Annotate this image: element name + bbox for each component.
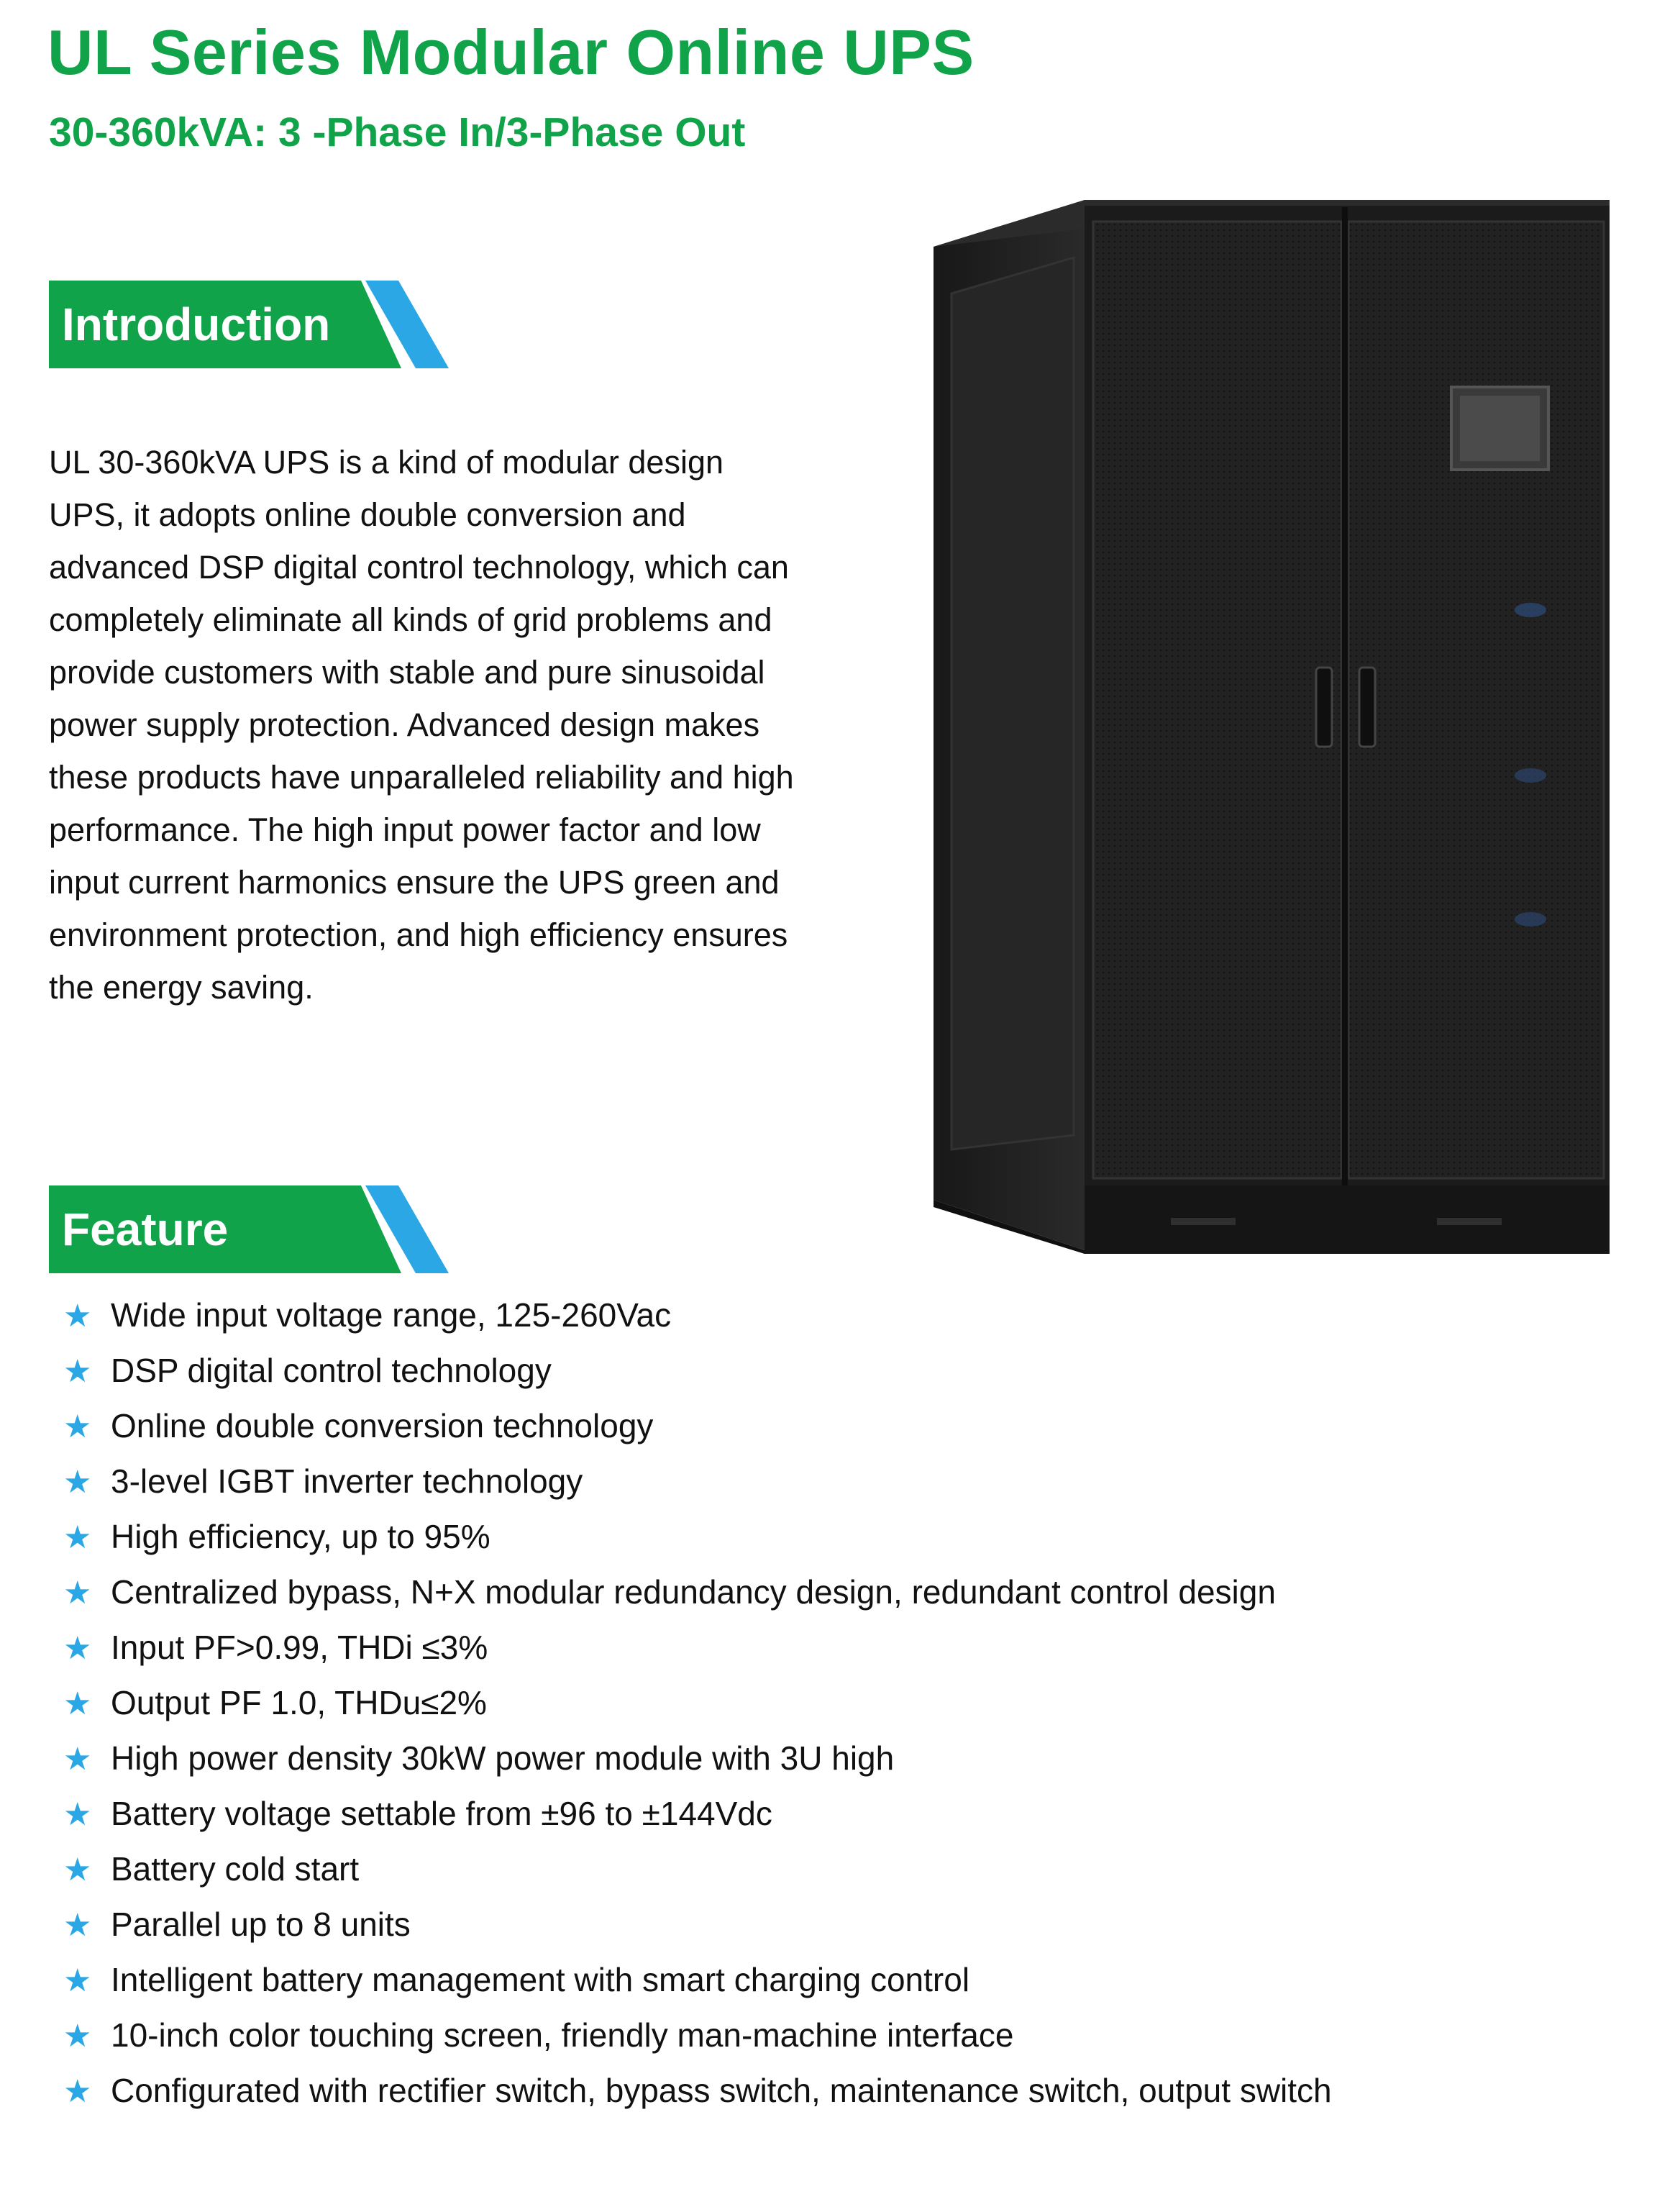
feature-heading-banner	[49, 1185, 452, 1273]
star-icon: ★	[63, 1963, 92, 1998]
feature-text: Parallel up to 8 units	[111, 1906, 411, 1943]
feature-text: 10-inch color touching screen, friendly man-machine interface	[111, 2016, 1014, 2054]
list-item	[63, 1288, 1332, 1343]
list-item	[63, 2063, 1332, 2118]
introduction-heading-banner	[49, 281, 452, 368]
list-item	[63, 1842, 1332, 1897]
star-icon: ★	[63, 1797, 92, 1832]
feature-text: Output PF 1.0, THDu≤2%	[111, 1684, 487, 1721]
feature-heading: Feature	[62, 1203, 229, 1255]
page-title: UL Series Modular Online UPS	[47, 17, 975, 88]
star-icon: ★	[63, 1298, 92, 1334]
list-item	[63, 1454, 1332, 1509]
star-icon: ★	[63, 2018, 92, 2054]
feature-text: Centralized bypass, N+X modular redundancy design, redundant control design	[111, 1573, 1276, 1611]
intro-line: UPS, it adopts online double conversion and	[49, 496, 686, 533]
list-item	[63, 1952, 1332, 2008]
intro-line: performance. The high input power factor and low	[49, 811, 761, 848]
feature-text: DSP digital control technology	[111, 1352, 552, 1389]
star-icon: ★	[63, 1742, 92, 1777]
list-item	[63, 1620, 1332, 1675]
list-item	[63, 1897, 1332, 1952]
list-item	[63, 1509, 1332, 1565]
list-item	[63, 1731, 1332, 1786]
list-item	[63, 1675, 1332, 1731]
feature-text: Input PF>0.99, THDi ≤3%	[111, 1629, 488, 1666]
introduction-text	[49, 436, 926, 1014]
list-item	[63, 2008, 1332, 2063]
intro-line: power supply protection. Advanced design makes	[49, 706, 760, 743]
star-icon: ★	[63, 1465, 92, 1500]
page-subtitle: 30-360kVA: 3 -Phase In/3-Phase Out	[49, 109, 746, 155]
intro-line: completely eliminate all kinds of grid problems and	[49, 601, 772, 638]
star-icon: ★	[63, 1575, 92, 1611]
introduction-heading: Introduction	[62, 299, 331, 350]
feature-list	[63, 1288, 1332, 2118]
feature-text: High efficiency, up to 95%	[111, 1518, 490, 1555]
intro-line: UL 30-360kVA UPS is a kind of modular design	[49, 444, 724, 481]
feature-text: Configurated with rectifier switch, bypass switch, maintenance switch, output switch	[111, 2072, 1332, 2109]
feature-text: High power density 30kW power module with 3U high	[111, 1739, 895, 1777]
star-icon: ★	[63, 1908, 92, 1943]
star-icon: ★	[63, 1354, 92, 1389]
star-icon: ★	[63, 1520, 92, 1555]
star-icon: ★	[63, 2074, 92, 2109]
ups-cabinet-image	[934, 193, 1624, 1257]
star-icon: ★	[63, 1686, 92, 1721]
list-item	[63, 1398, 1332, 1454]
feature-text: Wide input voltage range, 125-260Vac	[111, 1296, 672, 1334]
feature-text: 3-level IGBT inverter technology	[111, 1462, 583, 1500]
list-item	[63, 1343, 1332, 1398]
feature-text: Battery voltage settable from ±96 to ±144Vdc	[111, 1795, 772, 1832]
feature-text: Battery cold start	[111, 1850, 360, 1888]
intro-line: environment protection, and high efficiency ensures	[49, 916, 788, 953]
star-icon: ★	[63, 1631, 92, 1666]
intro-line: advanced DSP digital control technology, which can	[49, 549, 789, 586]
star-icon: ★	[63, 1409, 92, 1444]
list-item	[63, 1565, 1332, 1620]
intro-line: provide customers with stable and pure sinusoidal	[49, 654, 765, 691]
star-icon: ★	[63, 1852, 92, 1888]
intro-line: the energy saving.	[49, 969, 314, 1006]
feature-text: Online double conversion technology	[111, 1407, 654, 1444]
list-item	[63, 1786, 1332, 1842]
intro-line: input current harmonics ensure the UPS green and	[49, 864, 780, 901]
feature-text: Intelligent battery management with smart charging control	[111, 1961, 970, 1998]
intro-line: these products have unparalleled reliability and high	[49, 759, 794, 796]
